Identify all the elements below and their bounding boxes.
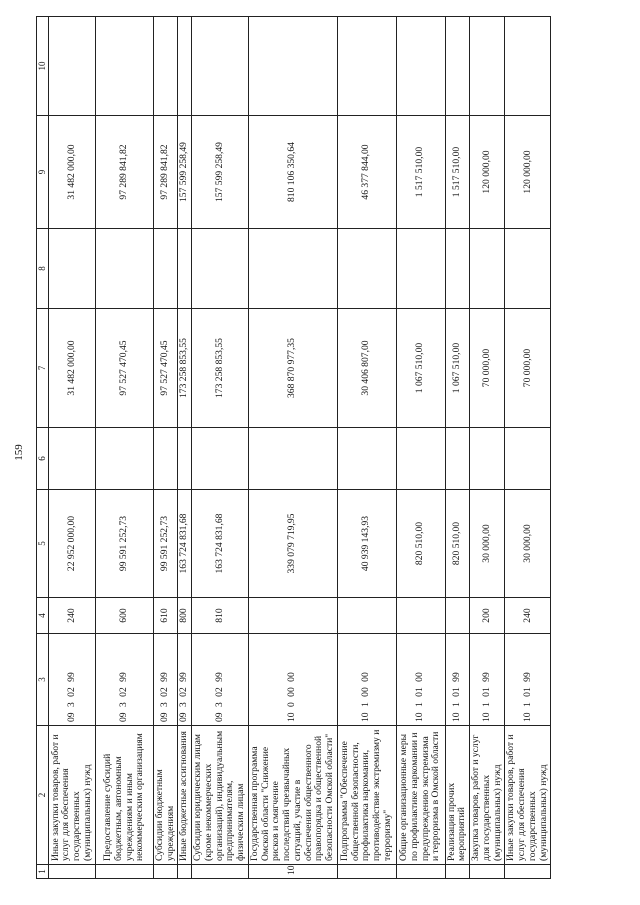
amount-col-10 (49, 17, 96, 116)
expense-type-code: 600 (96, 598, 154, 634)
amount-col-8 (396, 229, 445, 309)
amount-col-10 (505, 17, 551, 116)
amount-col-6 (470, 428, 505, 490)
header-cell: 9 (37, 116, 49, 229)
target-article-code: 10 1 01 99 (505, 634, 551, 726)
amount-col-8 (178, 229, 192, 309)
amount-col-9: 1 517 510,00 (396, 116, 445, 229)
row-name: Иные закупки товаров, работ и услуг для обеспечения государственных (муниципальных) нужд (505, 726, 551, 865)
row-name: Государственная программа Омской области "Снижение рисков и смягчение последствий чрезвычайных ситуаций, участие в обеспечении общественного правопорядка и общественной безопасности Омской области" (248, 726, 337, 865)
target-article-code: 09 3 02 99 (96, 634, 154, 726)
amount-col-8 (505, 229, 551, 309)
amount-col-9: 120 000,00 (470, 116, 505, 229)
amount-col-5: 99 591 252,73 (154, 490, 178, 598)
amount-col-6 (192, 428, 249, 490)
amount-col-6 (396, 428, 445, 490)
amount-col-8 (248, 229, 337, 309)
page-number: 159 (13, 444, 25, 461)
target-article-code: 10 1 01 99 (445, 634, 469, 726)
column-number-header (37, 17, 49, 879)
target-article-code: 10 0 00 00 (248, 634, 337, 726)
target-article-code: 09 3 02 99 (49, 634, 96, 726)
amount-col-6 (505, 428, 551, 490)
row-name: Общие организационные меры по профилактике наркомании и предупреждению экстремизма и терроризма в Омской области (396, 726, 445, 865)
amount-col-10 (445, 17, 469, 116)
target-article-code: 10 1 01 99 (470, 634, 505, 726)
row-name: Субсидии бюджетным учреждениям (154, 726, 178, 865)
amount-col-8 (192, 229, 249, 309)
table-row (96, 17, 154, 879)
header-cell: 1 (37, 865, 49, 879)
amount-col-5: 22 952 000,00 (49, 490, 96, 598)
amount-col-9: 157 599 258,49 (178, 116, 192, 229)
table-row (192, 17, 249, 879)
table-row (248, 17, 337, 879)
amount-col-5: 820 510,00 (445, 490, 469, 598)
target-article-code: 10 1 00 00 (337, 634, 396, 726)
row-number-cell (445, 865, 469, 879)
amount-col-8 (154, 229, 178, 309)
amount-col-10 (178, 17, 192, 116)
table-row (337, 17, 396, 879)
table-row (470, 17, 505, 879)
amount-col-6 (49, 428, 96, 490)
row-number-cell (178, 865, 192, 879)
target-article-code: 09 3 02 99 (192, 634, 249, 726)
amount-col-6 (154, 428, 178, 490)
amount-col-7: 368 870 977,35 (248, 309, 337, 428)
table-row (505, 17, 551, 879)
amount-col-7: 97 527 470,45 (96, 309, 154, 428)
table-row (178, 17, 192, 879)
header-cell: 7 (37, 309, 49, 428)
amount-col-8 (96, 229, 154, 309)
amount-col-10 (470, 17, 505, 116)
expense-type-code: 200 (470, 598, 505, 634)
expense-type-code: 800 (178, 598, 192, 634)
header-cell: 4 (37, 598, 49, 634)
amount-col-8 (470, 229, 505, 309)
table-row (154, 17, 178, 879)
amount-col-9: 97 289 841,82 (154, 116, 178, 229)
amount-col-5: 339 079 719,95 (248, 490, 337, 598)
row-name: Предоставление субсидий бюджетным, автономным учреждениям и иным некоммерческим организациям (96, 726, 154, 865)
expense-type-code (337, 598, 396, 634)
amount-col-8 (337, 229, 396, 309)
table-row (445, 17, 469, 879)
amount-col-9: 810 106 350,64 (248, 116, 337, 229)
row-number-cell (470, 865, 505, 879)
expense-type-code: 610 (154, 598, 178, 634)
row-number-cell: 10 (248, 865, 337, 879)
header-cell: 6 (37, 428, 49, 490)
row-name: Закупка товаров, работ и услуг для государственных (муниципальных) нужд (470, 726, 505, 865)
amount-col-6 (96, 428, 154, 490)
target-article-code: 09 3 02 99 (154, 634, 178, 726)
amount-col-6 (248, 428, 337, 490)
amount-col-9: 120 000,00 (505, 116, 551, 229)
amount-col-9: 46 377 844,00 (337, 116, 396, 229)
row-name: Реализация прочих мероприятий (445, 726, 469, 865)
amount-col-5: 30 000,00 (505, 490, 551, 598)
header-cell: 8 (37, 229, 49, 309)
expense-type-code: 810 (192, 598, 249, 634)
row-number-cell (192, 865, 249, 879)
table-row (396, 17, 445, 879)
amount-col-10 (396, 17, 445, 116)
row-name: Иные закупки товаров, работ и услуг для обеспечения государственных (муниципальных) нужд (49, 726, 96, 865)
row-name: Иные бюджетные ассигнования (178, 726, 192, 865)
header-cell: 5 (37, 490, 49, 598)
amount-col-10 (192, 17, 249, 116)
header-cell: 2 (37, 726, 49, 865)
target-article-code: 10 1 01 00 (396, 634, 445, 726)
amount-col-10 (248, 17, 337, 116)
amount-col-10 (337, 17, 396, 116)
amount-col-5: 820 510,00 (396, 490, 445, 598)
row-name: Субсидии юридическим лицам (кроме некоммерческих организаций), индивидуальным предпринимателям, физическим лицам (192, 726, 249, 865)
row-name: Подпрограмма "Обеспечение общественной безопасности, профилактика наркомании, противодействие экстремизму и терроризму" (337, 726, 396, 865)
amount-col-7: 30 406 807,00 (337, 309, 396, 428)
amount-col-7: 1 067 510,00 (445, 309, 469, 428)
row-number-cell (396, 865, 445, 879)
header-cell: 10 (37, 17, 49, 116)
row-number-cell (96, 865, 154, 879)
amount-col-7: 1 067 510,00 (396, 309, 445, 428)
expense-type-code: 240 (505, 598, 551, 634)
amount-col-7: 31 482 000,00 (49, 309, 96, 428)
row-number-cell (49, 865, 96, 879)
amount-col-5: 163 724 831,68 (178, 490, 192, 598)
row-number-cell (154, 865, 178, 879)
amount-col-7: 70 000,00 (470, 309, 505, 428)
expense-type-code (248, 598, 337, 634)
row-number-cell (505, 865, 551, 879)
expense-type-code: 240 (49, 598, 96, 634)
table-row (49, 17, 96, 879)
expense-type-code (445, 598, 469, 634)
amount-col-10 (154, 17, 178, 116)
amount-col-6 (337, 428, 396, 490)
amount-col-6 (178, 428, 192, 490)
amount-col-5: 30 000,00 (470, 490, 505, 598)
target-article-code: 09 3 02 99 (178, 634, 192, 726)
amount-col-7: 173 258 853,55 (192, 309, 249, 428)
amount-col-8 (445, 229, 469, 309)
amount-col-7: 97 527 470,45 (154, 309, 178, 428)
amount-col-5: 99 591 252,73 (96, 490, 154, 598)
amount-col-9: 31 482 000,00 (49, 116, 96, 229)
row-number-cell (337, 865, 396, 879)
amount-col-8 (49, 229, 96, 309)
amount-col-7: 173 258 853,55 (178, 309, 192, 428)
amount-col-5: 40 939 143,93 (337, 490, 396, 598)
amount-col-9: 97 289 841,82 (96, 116, 154, 229)
amount-col-6 (445, 428, 469, 490)
amount-col-9: 157 599 258,49 (192, 116, 249, 229)
amount-col-10 (96, 17, 154, 116)
amount-col-7: 70 000,00 (505, 309, 551, 428)
amount-col-9: 1 517 510,00 (445, 116, 469, 229)
expense-type-code (396, 598, 445, 634)
header-cell: 3 (37, 634, 49, 726)
budget-table (36, 16, 551, 879)
amount-col-5: 163 724 831,68 (192, 490, 249, 598)
